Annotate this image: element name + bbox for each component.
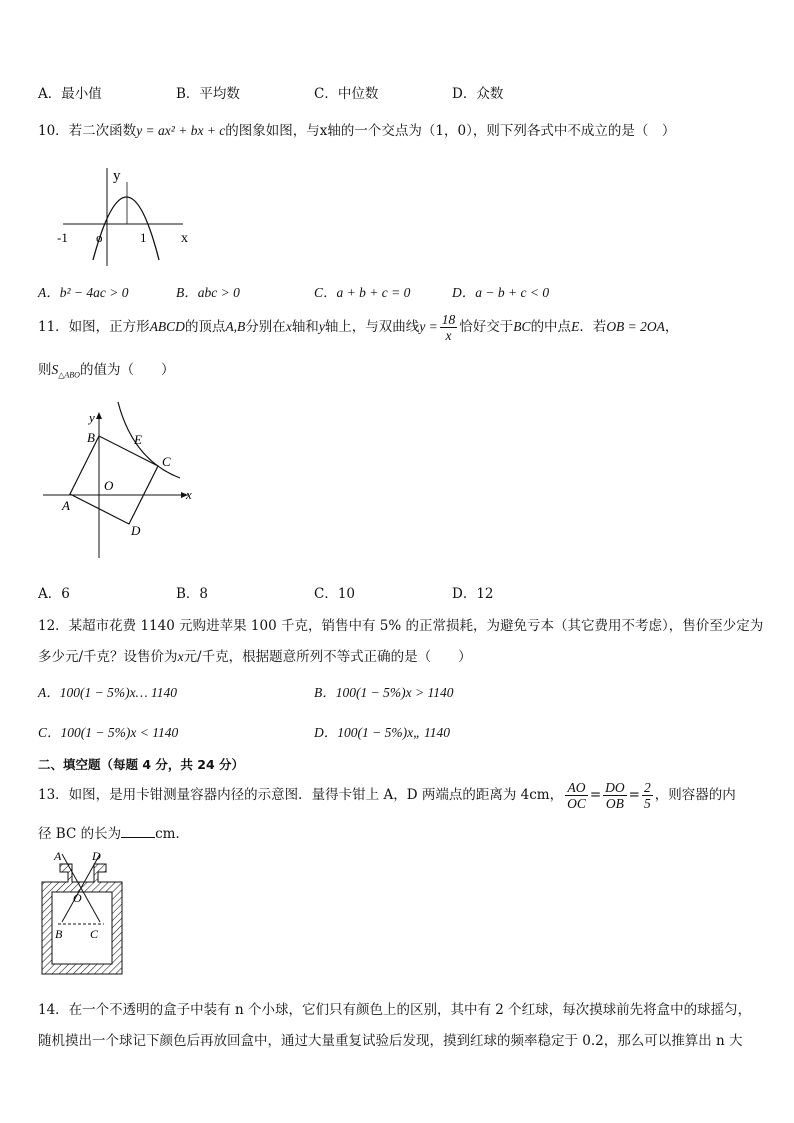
q10-label-y: y — [113, 168, 121, 184]
q14-stem-line2: 随机摸出一个球记下颜色后再放回盒中，通过大量重复试验后发现，摸到红球的频率稳定于 0.2，那么可以推算出 n 大 — [38, 1033, 743, 1049]
q11-option-b: B．8 — [176, 586, 209, 602]
q13-stem-line1: 13．如图，是用卡钳测量容器内径的示意图．量得卡钳上 A，D 两端点的距离为 4cm， $\frac{AO}{OC}$ = $\frac{DO}{OB}$ = $\frac{2}{5}$ ，则容器的内 — [38, 780, 736, 811]
q11-label-D: D — [131, 523, 141, 538]
q12-stem-line1: 12．某超市花费 1140 元购进苹果 100 千克，销售中有 5% 的正常损耗，为避免亏本（其它费用不考虑），售价至少定为 — [38, 618, 764, 634]
q11-hyperbola-fraction: $\frac{18}{x}$ — [441, 312, 456, 343]
q11-label-y: y — [89, 410, 95, 425]
q11-label-O: O — [104, 478, 114, 493]
q9-option-b: B．平均数 — [176, 86, 240, 102]
q10-label-x: x — [181, 231, 188, 246]
q11-label-A: A — [62, 498, 70, 513]
q11-label-B: B — [87, 430, 95, 445]
q11-stem-line1: 11．如图，正方形ABCD的顶点A,B分别在x轴和y轴上，与双曲线y = $\frac{18}{x}$ 恰好交于BC的中点E．若OB = 2OA， — [38, 312, 679, 343]
q12-option-d: D．100(1 − 5%)x„ 1140 — [314, 725, 450, 740]
section-heading: 二、填空题（每题 4 分，共 24 分） — [38, 757, 245, 772]
q10-label-1: 1 — [140, 230, 147, 245]
q11-label-x: x — [186, 487, 192, 502]
q10-option-c: C．a + b + c = 0 — [314, 285, 411, 300]
q10-stem: 10．若二次函数y = ax² + bx + c的图象如图，与x轴的一个交点为（1，0），则下列各式中不成立的是（ ） — [38, 123, 676, 139]
q13-label-O: O — [73, 891, 82, 905]
q10-formula: y = ax² + bx + c — [136, 123, 226, 138]
q12-option-b: B．100(1 − 5%)x > 1140 — [314, 685, 454, 700]
answer-blank[interactable] — [121, 825, 155, 838]
q11-square-figure — [38, 398, 203, 563]
q11-option-a: A．6 — [38, 586, 70, 602]
q11-option-c: C．10 — [314, 586, 356, 602]
q9-option-a: A．最小值 — [38, 86, 102, 102]
q10-option-a: A．b² − 4ac > 0 — [38, 285, 129, 300]
q10-option-b: B．abc > 0 — [176, 285, 240, 300]
q13-label-A: A — [54, 849, 62, 863]
q10-label-neg1: -1 — [57, 230, 68, 245]
q9-option-c: C．中位数 — [314, 86, 379, 102]
q11-label-C: C — [162, 454, 171, 469]
q10-option-d: D．a − b + c < 0 — [452, 285, 550, 300]
q13-stem-line2: 径 BC 的长为 cm． — [38, 826, 189, 842]
q14-stem-line1: 14．在一个不透明的盒子中装有 n 个小球，它们只有颜色上的区别，其中有 2 个红球，每次摸球前先将盒中的球摇匀， — [38, 1002, 752, 1018]
q10-parabola-figure — [55, 160, 200, 270]
q13-label-D: D — [92, 849, 101, 863]
q13-fraction-ao-oc: $\frac{AO}{OC}$ — [567, 780, 586, 811]
q11-option-d: D．12 — [452, 586, 494, 602]
q12-option-a: A．100(1 − 5%)x… 1140 — [38, 685, 177, 700]
q13-label-C: C — [90, 927, 99, 941]
q10-label-o: o — [96, 230, 103, 245]
q11-label-E: E — [134, 432, 142, 447]
q13-caliper-figure — [38, 846, 128, 986]
q13-fraction-do-ob: $\frac{DO}{OB}$ — [605, 780, 625, 811]
q12-option-c: C．100(1 − 5%)x < 1140 — [38, 725, 179, 740]
q12-stem-line2: 多少元/千克？设售价为x元/千克，根据题意所列不等式正确的是（ ） — [38, 649, 472, 665]
q11-stem-line2: 则$S_{\triangle ABO}$的值为（ ） — [38, 362, 175, 380]
q13-fraction-2-5: $\frac{2}{5}$ — [643, 780, 651, 811]
q13-label-B: B — [55, 927, 63, 941]
q9-option-d: D．众数 — [452, 86, 504, 102]
